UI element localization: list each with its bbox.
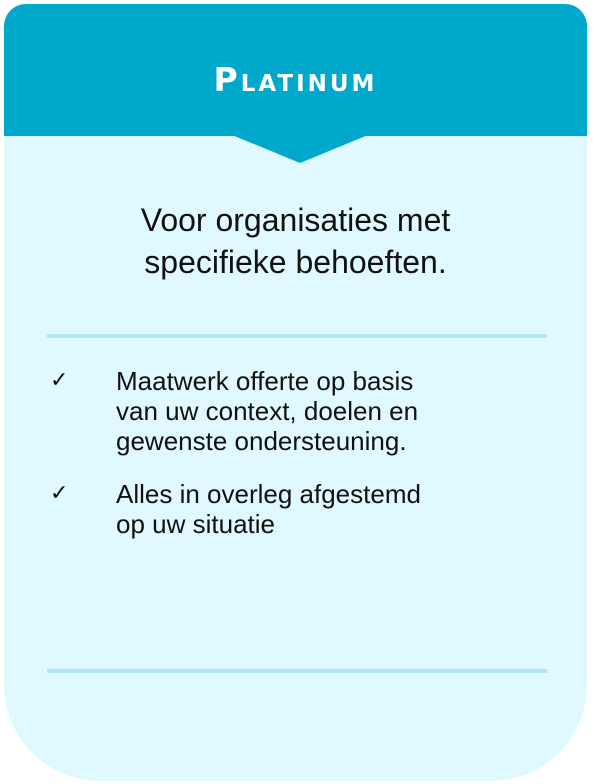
feature-text xyxy=(116,366,418,456)
check-icon: ✓ xyxy=(50,367,69,392)
feature-text-line: Maatwerk offerte op basis xyxy=(116,366,414,396)
feature-text-line: gewenste ondersteuning. xyxy=(116,426,407,456)
plan-subtitle-line: Voor organisaties met xyxy=(140,202,451,238)
divider-top xyxy=(47,334,547,338)
plan-subtitle xyxy=(4,199,587,283)
feature-text-line: Alles in overleg afgestemd xyxy=(116,479,421,509)
check-icon: ✓ xyxy=(50,480,69,505)
pricing-card-platinum xyxy=(4,4,587,781)
header-pointer xyxy=(232,135,368,163)
feature-item xyxy=(48,366,548,456)
divider-bottom xyxy=(47,669,547,673)
plan-title: Platinum xyxy=(213,59,378,99)
card-header xyxy=(4,4,587,136)
feature-text-line: van uw context, doelen en xyxy=(116,396,419,426)
feature-text xyxy=(116,479,421,539)
feature-list xyxy=(48,366,548,562)
feature-text-line: op uw situatie xyxy=(116,509,275,539)
feature-item xyxy=(48,479,548,539)
plan-subtitle-line: specifieke behoeften. xyxy=(144,244,447,280)
